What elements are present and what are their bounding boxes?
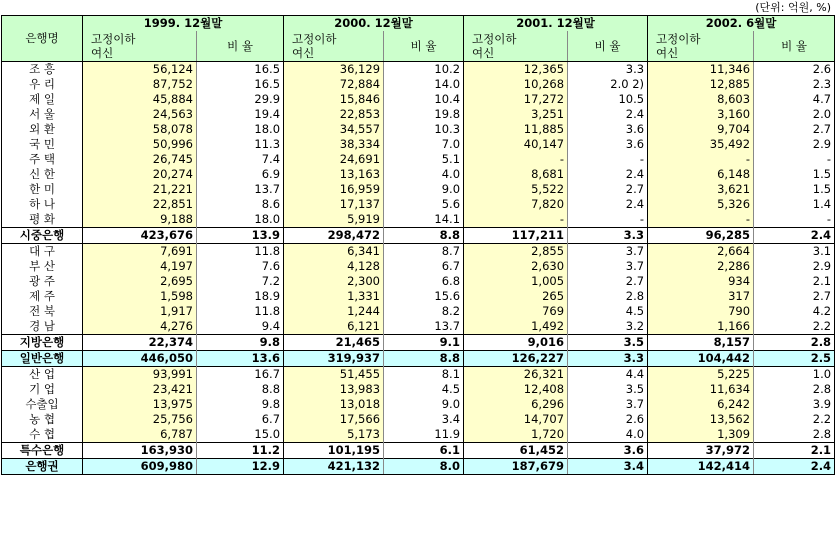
ratio-cell: - xyxy=(568,152,648,167)
ratio-cell: 2.0 xyxy=(754,107,835,122)
table-row xyxy=(2,152,835,167)
ratio-cell: 8.8 xyxy=(197,382,284,397)
ratio-cell: 10.3 xyxy=(384,122,464,137)
npl-amount-cell: 12,365 xyxy=(464,62,568,78)
ratio-cell: 13.7 xyxy=(384,319,464,335)
ratio-cell: 1.5 xyxy=(754,182,835,197)
ratio-cell: 2.0 2) xyxy=(568,77,648,92)
sub-header-row xyxy=(2,31,835,62)
bank-name-cell: 수출입 xyxy=(2,397,83,412)
npl-amount-cell: 37,972 xyxy=(648,443,754,459)
table-row xyxy=(2,443,835,459)
npl-amount-cell: 104,442 xyxy=(648,351,754,367)
bank-name-cell: 우 리 xyxy=(2,77,83,92)
npl-amount-cell: 24,563 xyxy=(83,107,197,122)
npl-amount-cell: 12,408 xyxy=(464,382,568,397)
ratio-cell: 6.1 xyxy=(384,443,464,459)
npl-amount-cell: - xyxy=(464,152,568,167)
npl-amount-header: 고정이하 여신 xyxy=(648,31,754,62)
ratio-cell: 10.5 xyxy=(568,92,648,107)
ratio-cell: 16.5 xyxy=(197,62,284,78)
npl-amount-cell: - xyxy=(648,212,754,228)
npl-amount-cell: 421,132 xyxy=(284,459,384,475)
table-row xyxy=(2,304,835,319)
npl-amount-cell: 12,885 xyxy=(648,77,754,92)
ratio-cell: 6.9 xyxy=(197,167,284,182)
bank-name-cell: 국 민 xyxy=(2,137,83,152)
npl-amount-cell: 93,991 xyxy=(83,367,197,383)
npl-amount-cell: 8,603 xyxy=(648,92,754,107)
ratio-cell: 7.6 xyxy=(197,259,284,274)
table-row xyxy=(2,228,835,244)
ratio-cell: 3.7 xyxy=(568,244,648,260)
npl-amount-cell: 50,996 xyxy=(83,137,197,152)
ratio-cell: 11.8 xyxy=(197,304,284,319)
npl-amount-cell: 1,331 xyxy=(284,289,384,304)
ratio-cell: 2.4 xyxy=(568,167,648,182)
npl-amount-cell: 9,704 xyxy=(648,122,754,137)
npl-amount-cell: - xyxy=(464,212,568,228)
npl-amount-cell: 423,676 xyxy=(83,228,197,244)
npl-amount-cell: 5,919 xyxy=(284,212,384,228)
ratio-cell: 19.8 xyxy=(384,107,464,122)
npl-amount-cell: 4,197 xyxy=(83,259,197,274)
npl-amount-cell: 13,018 xyxy=(284,397,384,412)
ratio-cell: 3.5 xyxy=(568,382,648,397)
ratio-cell: 13.7 xyxy=(197,182,284,197)
period-header-2001: 2001. 12월말 xyxy=(464,16,648,32)
ratio-cell: 12.9 xyxy=(197,459,284,475)
npl-amount-cell: 5,173 xyxy=(284,427,384,443)
npl-amount-cell: 10,268 xyxy=(464,77,568,92)
ratio-header: 비 율 xyxy=(568,31,648,62)
bank-column-header: 은행명 xyxy=(2,16,83,62)
ratio-cell: 4.0 xyxy=(568,427,648,443)
npl-amount-cell: 298,472 xyxy=(284,228,384,244)
npl-amount-cell: 6,121 xyxy=(284,319,384,335)
npl-amount-cell: 17,272 xyxy=(464,92,568,107)
bank-name-cell: 기 업 xyxy=(2,382,83,397)
ratio-cell: 2.2 xyxy=(754,319,835,335)
npl-amount-header: 고정이하 여신 xyxy=(464,31,568,62)
npl-amount-cell: 51,455 xyxy=(284,367,384,383)
npl-amount-cell: 11,346 xyxy=(648,62,754,78)
npl-amount-cell: 1,598 xyxy=(83,289,197,304)
npl-amount-cell: 6,787 xyxy=(83,427,197,443)
ratio-cell: 3.5 xyxy=(568,335,648,351)
ratio-cell: 2.8 xyxy=(754,335,835,351)
ratio-cell: 2.1 xyxy=(754,443,835,459)
ratio-header: 비 율 xyxy=(197,31,284,62)
npl-amount-cell: 13,983 xyxy=(284,382,384,397)
npl-amount-cell: 5,225 xyxy=(648,367,754,383)
unit-note: (단위: 억원, %) xyxy=(755,1,831,14)
ratio-cell: 3.4 xyxy=(384,412,464,427)
ratio-cell: 9.8 xyxy=(197,397,284,412)
npl-amount-cell: 26,321 xyxy=(464,367,568,383)
table-row xyxy=(2,427,835,443)
ratio-cell: 7.0 xyxy=(384,137,464,152)
npl-amount-cell: 17,566 xyxy=(284,412,384,427)
ratio-cell: 9.0 xyxy=(384,182,464,197)
table-row xyxy=(2,122,835,137)
npl-amount-cell: 1,720 xyxy=(464,427,568,443)
ratio-cell: 8.1 xyxy=(384,367,464,383)
bank-name-cell: 외 환 xyxy=(2,122,83,137)
ratio-cell: 2.9 xyxy=(754,137,835,152)
ratio-cell: 8.7 xyxy=(384,244,464,260)
npl-amount-cell: 609,980 xyxy=(83,459,197,475)
npl-amount-cell: 3,251 xyxy=(464,107,568,122)
ratio-cell: 2.8 xyxy=(568,289,648,304)
ratio-cell: 6.7 xyxy=(197,412,284,427)
npl-amount-cell: 769 xyxy=(464,304,568,319)
table-row xyxy=(2,212,835,228)
bank-name-cell: 주 택 xyxy=(2,152,83,167)
ratio-cell: 3.6 xyxy=(568,137,648,152)
ratio-cell: 5.1 xyxy=(384,152,464,167)
npl-amount-cell: 16,959 xyxy=(284,182,384,197)
npl-amount-cell: 2,300 xyxy=(284,274,384,289)
ratio-cell: 4.0 xyxy=(384,167,464,182)
ratio-cell: 7.2 xyxy=(197,274,284,289)
ratio-cell: 1.5 xyxy=(754,167,835,182)
table-row xyxy=(2,459,835,475)
ratio-cell: 2.3 xyxy=(754,77,835,92)
npl-amount-cell: 8,157 xyxy=(648,335,754,351)
table-row xyxy=(2,107,835,122)
npl-amount-cell: 38,334 xyxy=(284,137,384,152)
ratio-cell: 8.0 xyxy=(384,459,464,475)
npl-amount-cell: 265 xyxy=(464,289,568,304)
ratio-cell: - xyxy=(754,212,835,228)
ratio-cell: 4.4 xyxy=(568,367,648,383)
table-row xyxy=(2,412,835,427)
period-header-1999: 1999. 12월말 xyxy=(83,16,284,32)
npl-amount-cell: 7,820 xyxy=(464,197,568,212)
ratio-cell: 10.4 xyxy=(384,92,464,107)
table-row xyxy=(2,77,835,92)
ratio-header: 비 율 xyxy=(754,31,835,62)
npl-amount-cell: 6,148 xyxy=(648,167,754,182)
ratio-cell: 1.0 xyxy=(754,367,835,383)
ratio-header: 비 율 xyxy=(384,31,464,62)
bank-name-cell: 부 산 xyxy=(2,259,83,274)
npl-amount-cell: 13,163 xyxy=(284,167,384,182)
bank-name-cell: 일반은행 xyxy=(2,351,83,367)
npl-amount-cell: 13,562 xyxy=(648,412,754,427)
table-row xyxy=(2,382,835,397)
bank-name-cell: 평 화 xyxy=(2,212,83,228)
ratio-cell: 2.7 xyxy=(568,274,648,289)
npl-amount-cell: 21,221 xyxy=(83,182,197,197)
ratio-cell: 8.8 xyxy=(384,351,464,367)
npl-amount-cell: 20,274 xyxy=(83,167,197,182)
ratio-cell: 2.6 xyxy=(568,412,648,427)
npl-amount-cell: 58,078 xyxy=(83,122,197,137)
npl-amount-cell: 3,621 xyxy=(648,182,754,197)
npl-amount-cell: 96,285 xyxy=(648,228,754,244)
ratio-cell: 4.2 xyxy=(754,304,835,319)
table-row xyxy=(2,182,835,197)
npl-amount-cell: 9,188 xyxy=(83,212,197,228)
bank-name-cell: 산 업 xyxy=(2,367,83,383)
npl-amount-cell: 163,930 xyxy=(83,443,197,459)
npl-amount-cell: 87,752 xyxy=(83,77,197,92)
npl-amount-header: 고정이하 여신 xyxy=(284,31,384,62)
bank-name-cell: 특수은행 xyxy=(2,443,83,459)
npl-amount-cell: 17,137 xyxy=(284,197,384,212)
npl-amount-header: 고정이하 여신 xyxy=(83,31,197,62)
ratio-cell: 18.0 xyxy=(197,212,284,228)
ratio-cell: 3.9 xyxy=(754,397,835,412)
ratio-cell: 11.9 xyxy=(384,427,464,443)
npl-amount-cell: 26,745 xyxy=(83,152,197,167)
table-row xyxy=(2,289,835,304)
npl-amount-cell: 2,855 xyxy=(464,244,568,260)
bank-name-cell: 은행권 xyxy=(2,459,83,475)
ratio-cell: 8.2 xyxy=(384,304,464,319)
table-row xyxy=(2,367,835,383)
npl-amount-cell: 4,276 xyxy=(83,319,197,335)
table-row xyxy=(2,197,835,212)
npl-amount-cell: 3,160 xyxy=(648,107,754,122)
ratio-cell: 2.8 xyxy=(754,427,835,443)
npl-amount-cell: 22,853 xyxy=(284,107,384,122)
ratio-cell: 10.2 xyxy=(384,62,464,78)
npl-amount-cell: 45,884 xyxy=(83,92,197,107)
ratio-cell: 16.5 xyxy=(197,77,284,92)
ratio-cell: 8.8 xyxy=(384,228,464,244)
ratio-cell: 8.6 xyxy=(197,197,284,212)
ratio-cell: 2.7 xyxy=(754,122,835,137)
npl-amount-cell: 4,128 xyxy=(284,259,384,274)
bank-name-cell: 한 미 xyxy=(2,182,83,197)
ratio-cell: 2.7 xyxy=(754,289,835,304)
npl-amount-cell: 5,326 xyxy=(648,197,754,212)
ratio-cell: 2.8 xyxy=(754,382,835,397)
ratio-cell: 2.7 xyxy=(568,182,648,197)
ratio-cell: 16.7 xyxy=(197,367,284,383)
bank-name-cell: 시중은행 xyxy=(2,228,83,244)
npl-amount-cell: 15,846 xyxy=(284,92,384,107)
npl-amount-cell: 6,296 xyxy=(464,397,568,412)
npl-amount-cell: 36,129 xyxy=(284,62,384,78)
table-row xyxy=(2,397,835,412)
npl-amount-cell: 101,195 xyxy=(284,443,384,459)
ratio-cell: 11.3 xyxy=(197,137,284,152)
npl-amount-cell: 6,341 xyxy=(284,244,384,260)
npl-amount-cell: 22,851 xyxy=(83,197,197,212)
npl-amount-cell: 56,124 xyxy=(83,62,197,78)
bank-name-cell: 수 협 xyxy=(2,427,83,443)
ratio-cell: 2.4 xyxy=(754,228,835,244)
npl-amount-cell: 142,414 xyxy=(648,459,754,475)
ratio-cell: 9.0 xyxy=(384,397,464,412)
npl-amount-cell: - xyxy=(648,152,754,167)
npl-amount-cell: 24,691 xyxy=(284,152,384,167)
ratio-cell: 6.8 xyxy=(384,274,464,289)
bank-name-cell: 전 북 xyxy=(2,304,83,319)
ratio-cell: 13.9 xyxy=(197,228,284,244)
npl-amount-cell: 1,166 xyxy=(648,319,754,335)
npl-amount-cell: 126,227 xyxy=(464,351,568,367)
ratio-cell: - xyxy=(754,152,835,167)
npl-amount-cell: 8,681 xyxy=(464,167,568,182)
npl-amount-cell: 187,679 xyxy=(464,459,568,475)
bank-name-cell: 광 주 xyxy=(2,274,83,289)
bank-name-cell: 제 일 xyxy=(2,92,83,107)
npl-amount-cell: 317 xyxy=(648,289,754,304)
npl-amount-cell: 1,492 xyxy=(464,319,568,335)
ratio-cell: 14.1 xyxy=(384,212,464,228)
npl-amount-cell: 1,309 xyxy=(648,427,754,443)
table-body xyxy=(2,62,835,475)
table-row xyxy=(2,62,835,78)
npl-amount-cell: 7,691 xyxy=(83,244,197,260)
npl-amount-cell: 446,050 xyxy=(83,351,197,367)
ratio-cell: 19.4 xyxy=(197,107,284,122)
npl-amount-cell: 6,242 xyxy=(648,397,754,412)
ratio-cell: 5.6 xyxy=(384,197,464,212)
table-row xyxy=(2,92,835,107)
npl-amount-cell: 2,630 xyxy=(464,259,568,274)
period-header-2000: 2000. 12월말 xyxy=(284,16,464,32)
ratio-cell: 3.4 xyxy=(568,459,648,475)
ratio-cell: 2.9 xyxy=(754,259,835,274)
npl-amount-cell: 34,557 xyxy=(284,122,384,137)
ratio-cell: 3.7 xyxy=(568,397,648,412)
npl-amount-cell: 2,664 xyxy=(648,244,754,260)
ratio-cell: 3.3 xyxy=(568,62,648,78)
npl-amount-cell: 117,211 xyxy=(464,228,568,244)
ratio-cell: 2.4 xyxy=(568,197,648,212)
table-row xyxy=(2,167,835,182)
ratio-cell: 6.7 xyxy=(384,259,464,274)
table-row xyxy=(2,244,835,260)
npl-amount-cell: 934 xyxy=(648,274,754,289)
npl-amount-cell: 21,465 xyxy=(284,335,384,351)
npl-ratio-table xyxy=(1,15,835,475)
ratio-cell: 3.2 xyxy=(568,319,648,335)
ratio-cell: 4.5 xyxy=(384,382,464,397)
table-row xyxy=(2,259,835,274)
bank-name-cell: 대 구 xyxy=(2,244,83,260)
ratio-cell: 18.9 xyxy=(197,289,284,304)
ratio-cell: 18.0 xyxy=(197,122,284,137)
table-row xyxy=(2,335,835,351)
ratio-cell: 3.6 xyxy=(568,443,648,459)
ratio-cell: 9.4 xyxy=(197,319,284,335)
ratio-cell: 11.2 xyxy=(197,443,284,459)
ratio-cell: 2.4 xyxy=(568,107,648,122)
ratio-cell: 2.5 xyxy=(754,351,835,367)
npl-amount-cell: 11,634 xyxy=(648,382,754,397)
npl-amount-cell: 790 xyxy=(648,304,754,319)
npl-amount-cell: 14,707 xyxy=(464,412,568,427)
npl-amount-cell: 13,975 xyxy=(83,397,197,412)
table-row xyxy=(2,274,835,289)
ratio-cell: 3.1 xyxy=(754,244,835,260)
period-header-2002: 2002. 6월말 xyxy=(648,16,835,32)
bank-name-cell: 서 울 xyxy=(2,107,83,122)
npl-amount-cell: 1,244 xyxy=(284,304,384,319)
ratio-cell: 9.8 xyxy=(197,335,284,351)
npl-amount-cell: 2,695 xyxy=(83,274,197,289)
npl-amount-cell: 35,492 xyxy=(648,137,754,152)
npl-amount-cell: 72,884 xyxy=(284,77,384,92)
ratio-cell: 2.4 xyxy=(754,459,835,475)
npl-amount-cell: 22,374 xyxy=(83,335,197,351)
ratio-cell: 3.6 xyxy=(568,122,648,137)
ratio-cell: 3.3 xyxy=(568,351,648,367)
table-row xyxy=(2,319,835,335)
npl-amount-cell: 23,421 xyxy=(83,382,197,397)
npl-amount-cell: 319,937 xyxy=(284,351,384,367)
npl-amount-cell: 5,522 xyxy=(464,182,568,197)
ratio-cell: 4.5 xyxy=(568,304,648,319)
ratio-cell: - xyxy=(568,212,648,228)
ratio-cell: 9.1 xyxy=(384,335,464,351)
npl-amount-cell: 1,917 xyxy=(83,304,197,319)
bank-name-cell: 경 남 xyxy=(2,319,83,335)
table-row xyxy=(2,137,835,152)
npl-amount-cell: 9,016 xyxy=(464,335,568,351)
npl-amount-cell: 2,286 xyxy=(648,259,754,274)
npl-amount-cell: 25,756 xyxy=(83,412,197,427)
ratio-cell: 3.7 xyxy=(568,259,648,274)
bank-name-cell: 신 한 xyxy=(2,167,83,182)
npl-amount-cell: 40,147 xyxy=(464,137,568,152)
ratio-cell: 15.0 xyxy=(197,427,284,443)
ratio-cell: 15.6 xyxy=(384,289,464,304)
npl-amount-cell: 1,005 xyxy=(464,274,568,289)
ratio-cell: 2.2 xyxy=(754,412,835,427)
bank-name-cell: 하 나 xyxy=(2,197,83,212)
ratio-cell: 2.6 xyxy=(754,62,835,78)
ratio-cell: 13.6 xyxy=(197,351,284,367)
ratio-cell: 29.9 xyxy=(197,92,284,107)
ratio-cell: 3.3 xyxy=(568,228,648,244)
ratio-cell: 1.4 xyxy=(754,197,835,212)
bank-name-cell: 농 협 xyxy=(2,412,83,427)
npl-amount-cell: 11,885 xyxy=(464,122,568,137)
table-row xyxy=(2,351,835,367)
ratio-cell: 2.1 xyxy=(754,274,835,289)
ratio-cell: 7.4 xyxy=(197,152,284,167)
ratio-cell: 4.7 xyxy=(754,92,835,107)
ratio-cell: 14.0 xyxy=(384,77,464,92)
bank-name-cell: 제 주 xyxy=(2,289,83,304)
ratio-cell: 11.8 xyxy=(197,244,284,260)
bank-name-cell: 지방은행 xyxy=(2,335,83,351)
npl-amount-cell: 61,452 xyxy=(464,443,568,459)
bank-name-cell: 조 흥 xyxy=(2,62,83,78)
